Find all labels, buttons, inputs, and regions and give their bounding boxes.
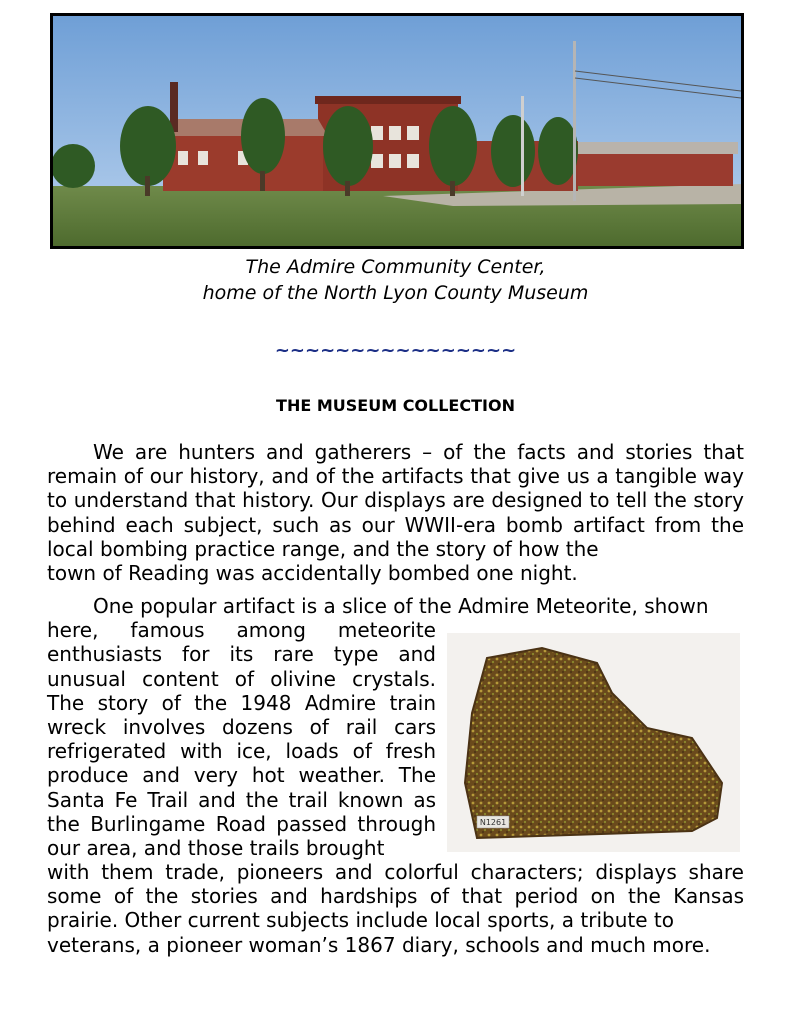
meteorite-slice-illustration (447, 633, 740, 852)
paragraph-2-first-line: One popular artifact is a slice of the Admire Meteorite, shown (93, 594, 709, 618)
paragraph-2-continued (47, 860, 744, 957)
meteorite-photo (447, 633, 740, 852)
paragraph-2-wrapped-text: here, famous among meteorite enthusiasts for its rare type and unusual content of olivine crystals. The story of the 1948 Admire train wreck involves dozens of rail cars refrigerated with ice, loads of fresh produce and very hot weather. The Santa Fe Trail and the trail known as the Burlingame Road passed through our area, and those trails brought (47, 618, 436, 861)
paragraph-1-text: We are hunters and gatherers – of the facts and stories that remain of our history, and of the artifacts that give us a tangible way to understand that history. Our displays are designed to tell the story behind each subject, such as our WWII-era bomb artifact from the local bombing practice range, and the story of how the (47, 440, 744, 561)
community-center-illustration (53, 16, 741, 246)
wave-divider: ~~~~~~~~~~~~~~~~ (274, 340, 517, 361)
community-center-photo (50, 13, 744, 249)
section-heading: THE MUSEUM COLLECTION (276, 396, 515, 415)
paragraph-1-last-line: town of Reading was accidentally bombed one night. (47, 561, 578, 586)
paragraph-2-last-line: veterans, a pioneer woman’s 1867 diary, schools and much more. (47, 932, 711, 957)
meteorite-label: N1261 (479, 818, 507, 827)
caption-line-1: The Admire Community Center, (245, 256, 546, 278)
photo-caption (0, 254, 791, 306)
paragraph-2-after-text: with them trade, pioneers and colorful characters; displays share some of the stories and hardships of that period on the Kansas prairie. Other current subjects include local sports, a tribute to (47, 860, 744, 933)
caption-line-2: home of the North Lyon County Museum (202, 282, 589, 304)
paragraph-1 (47, 440, 744, 585)
